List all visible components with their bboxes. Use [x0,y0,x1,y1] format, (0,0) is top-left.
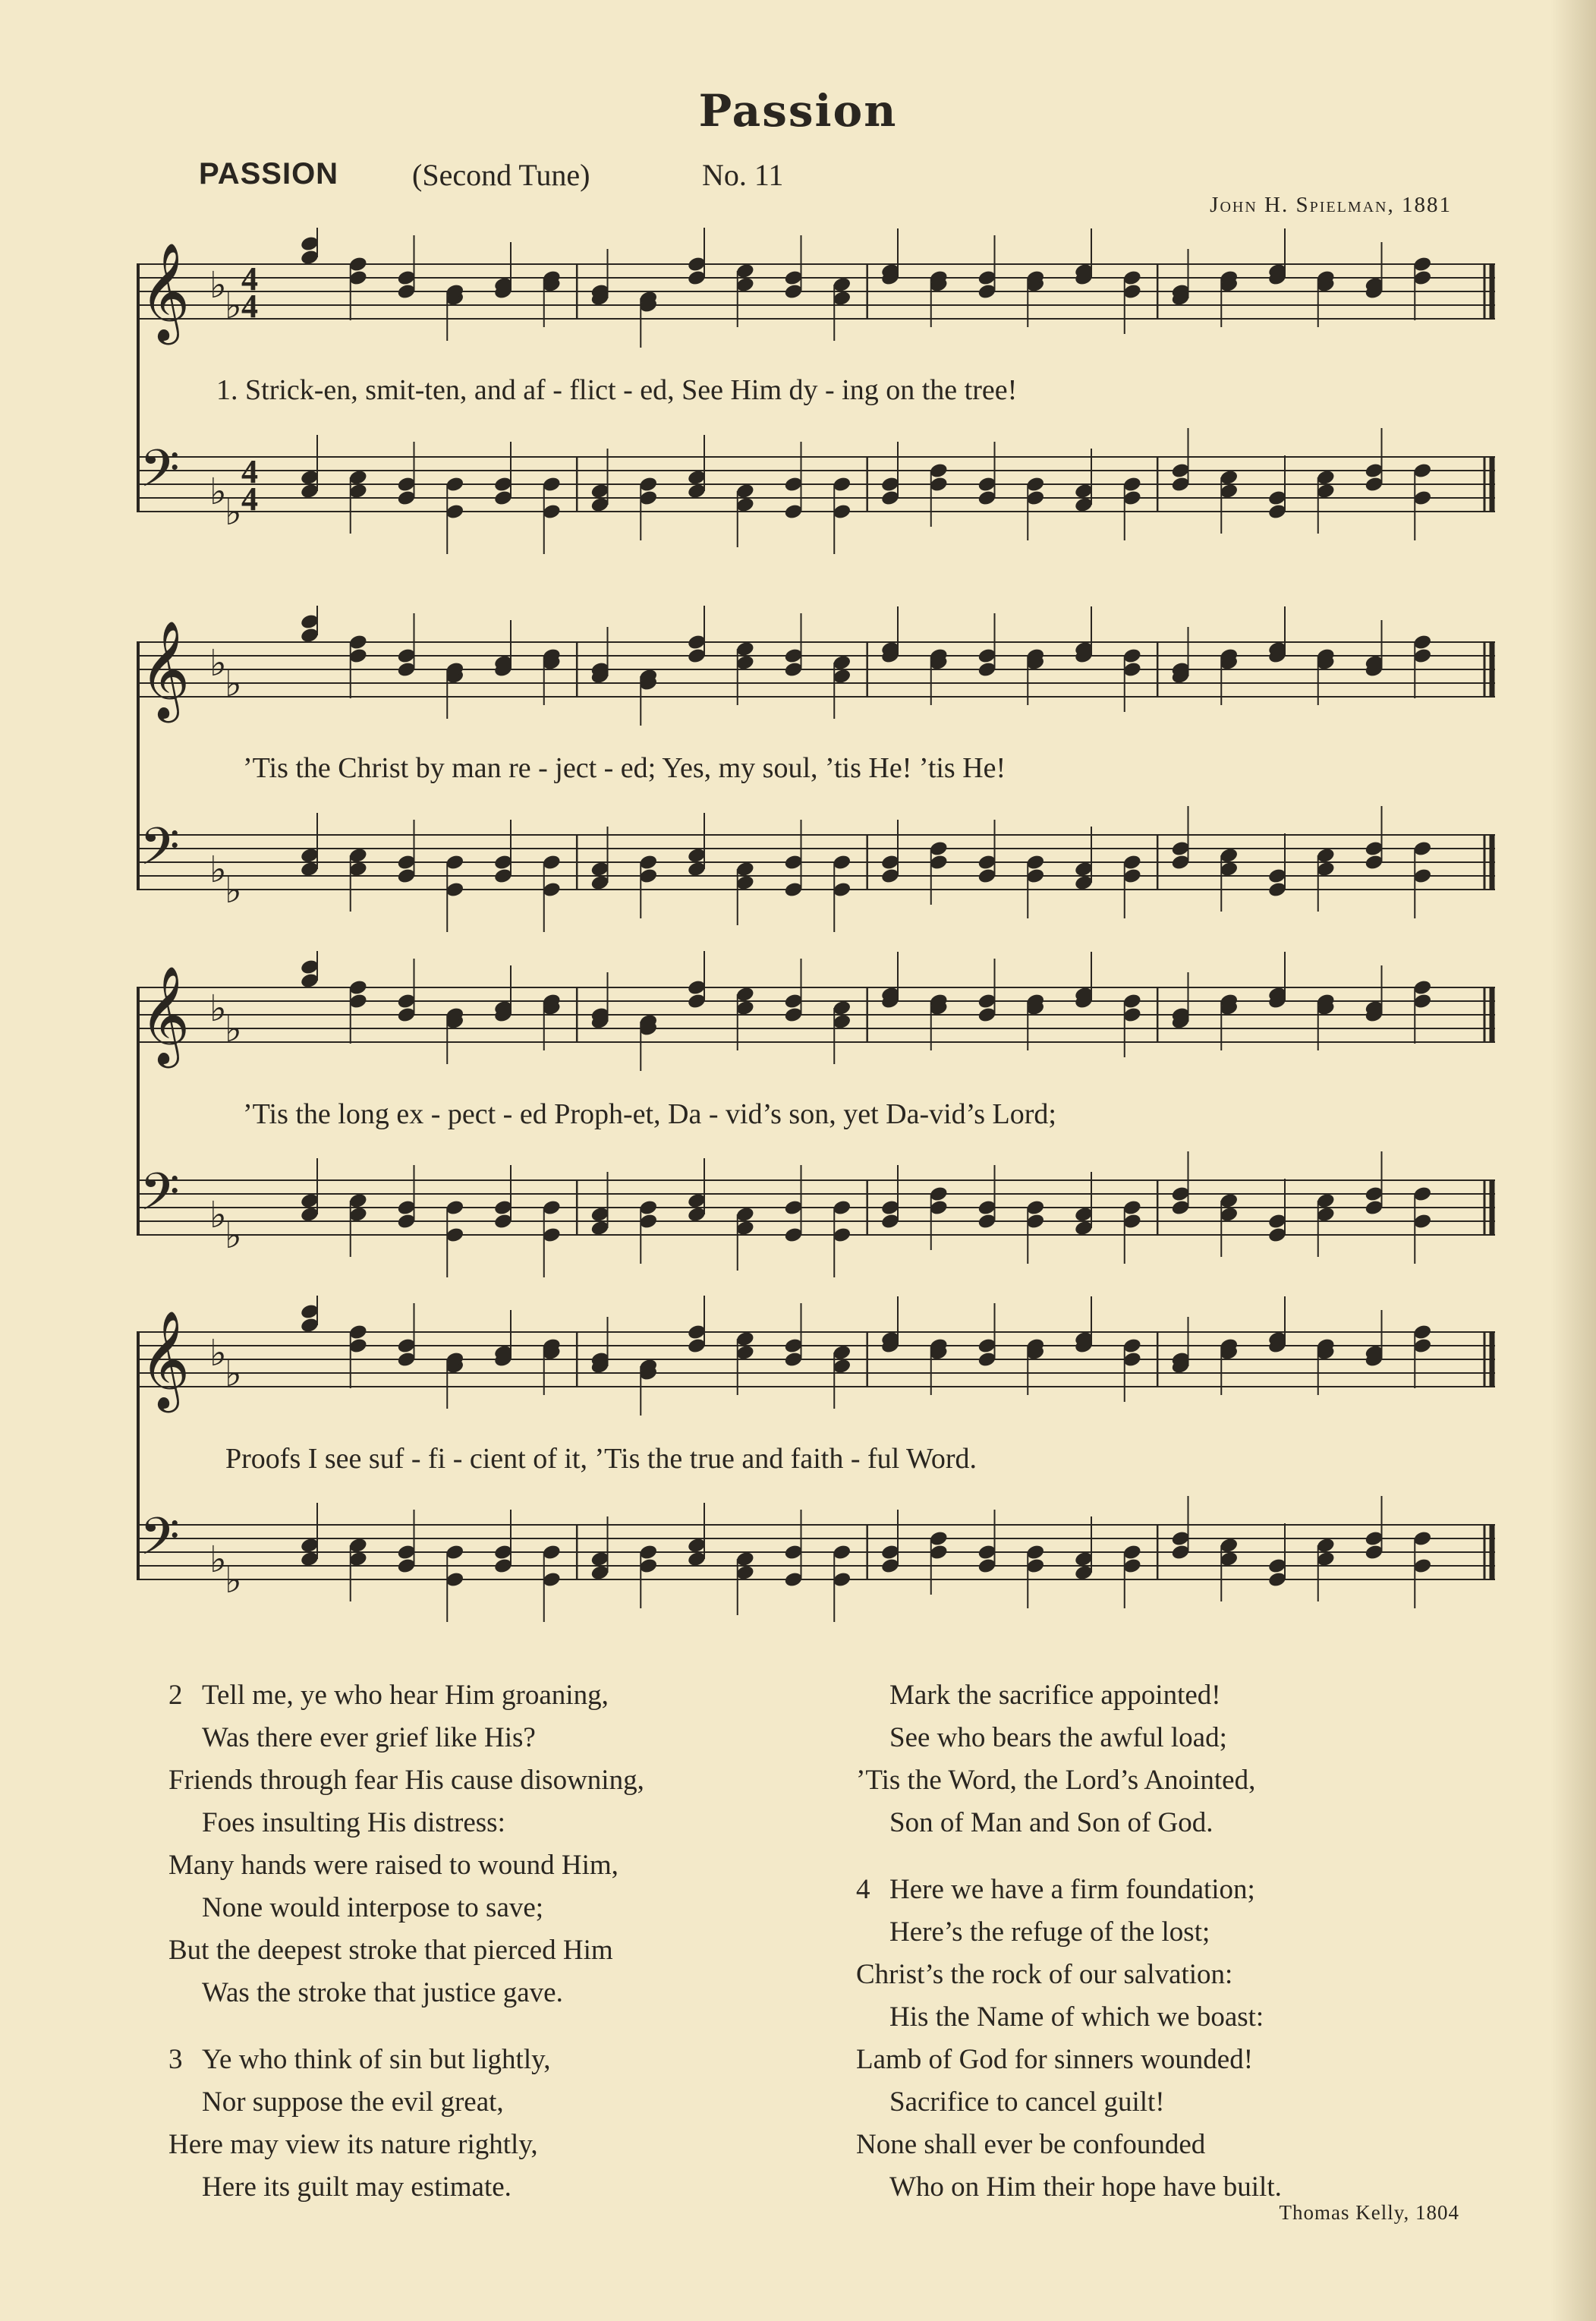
verse-line: Christ’s the rock of our salvation: [856,1959,1233,1990]
flat-sign-icon: ♭ [225,1559,242,1601]
score-svg [137,1296,1518,1675]
verse-line: None shall ever be confounded [856,2129,1206,2160]
verse-line: Nor suppose the evil great, [202,2086,504,2118]
lyric-line-1: 1. Strick-en, smit-ten, and af - flict - ed, See Him dy - ing on the tree! [216,374,1018,406]
flat-sign-icon: ♭ [209,642,227,685]
verse-line: Who on Him their hope have built. [889,2171,1282,2203]
verse-number: 2 [168,1680,183,1711]
flat-sign-icon: ♭ [209,1332,227,1375]
verse-line: Sacrifice to cancel guilt! [889,2086,1165,2118]
verses-left-column [168,1674,644,2209]
flat-sign-icon: ♭ [225,869,242,912]
verse-number: 4 [856,1874,870,1905]
verse-line: None would interpose to save; [202,1892,544,1923]
verse-line: His the Name of which we boast: [889,2001,1264,2033]
score-svg [137,228,1518,607]
treble-staff [137,228,1495,348]
flat-sign-icon: ♭ [225,1214,242,1257]
verse-line: Here’s the refuge of the lost; [889,1916,1210,1948]
verse-line: Many hands were raised to wound Him, [168,1850,619,1881]
verse-line: Foes insulting His distress: [202,1807,505,1838]
bass-staff [137,1151,1495,1277]
time-signature-icon: 4 [241,453,258,490]
page-edge-shadow [1550,0,1596,2321]
flat-sign-icon: ♭ [209,1538,227,1581]
treble-staff [137,951,1495,1071]
verse-line: See who bears the awful load; [889,1722,1227,1753]
composer-credit: John H. Spielman, 1881 [1210,193,1452,217]
verse-line: 2 Tell me, ye who hear Him groaning, [168,1674,644,1717]
flat-sign-icon: ♭ [225,1353,242,1395]
bass-staff [137,1496,1495,1622]
verse-line: Friends through fear His cause disowning, [168,1765,644,1796]
stanza-gap [168,2014,644,2039]
stanza-gap [856,1844,1282,1869]
tune-qualifier: (Second Tune) [412,158,590,192]
treble-staff [137,1296,1495,1416]
verse-line: 4 Here we have a firm foundation; [856,1869,1282,1911]
verse-line: Lamb of God for sinners wounded! [856,2044,1254,2075]
flat-sign-icon: ♭ [225,1008,242,1050]
verse-line: ’Tis the Word, the Lord’s Anointed, [856,1765,1256,1796]
flat-sign-icon: ♭ [225,663,242,705]
flat-sign-icon: ♭ [209,987,227,1030]
flat-sign-icon: ♭ [209,849,227,891]
treble-clef-icon: 𝄞 [140,965,190,1064]
text-author: Thomas Kelly, 1804 [1279,2201,1459,2224]
time-signature-icon: 4 [241,480,258,518]
treble-clef-icon: 𝄞 [140,620,190,719]
flat-sign-icon: ♭ [209,471,227,513]
verse-line: Here its guilt may estimate. [202,2171,512,2203]
score-svg [137,606,1518,985]
flat-sign-icon: ♭ [225,491,242,534]
bass-staff [137,806,1495,932]
lyric-line-2: ’Tis the Christ by man re - ject - ed; Yes, my soul, ’tis He! ’tis He! [243,752,1006,784]
verse-line: 3 Ye who think of sin but lightly, [168,2039,644,2081]
bass-clef-icon: 𝄢 [140,1163,180,1235]
flat-sign-icon: ♭ [209,1194,227,1236]
bass-clef-icon: 𝄢 [140,439,180,512]
time-signature-icon: 4 [241,288,258,325]
page-title: Passion [698,85,898,137]
bass-clef-icon: 𝄢 [140,1507,180,1579]
bass-staff [137,428,1495,554]
tune-name: PASSION [199,157,339,191]
verse-line: Mark the sacrifice appointed! [889,1680,1221,1711]
verses-right-column [856,1674,1282,2209]
verse-line: Son of Man and Son of God. [889,1807,1214,1838]
hymn-number: No. 11 [702,158,784,192]
bass-clef-icon: 𝄢 [140,817,180,890]
treble-staff [137,606,1495,726]
verse-line: Was the stroke that justice gave. [202,1977,563,2008]
treble-clef-icon: 𝄞 [140,242,190,341]
verse-number: 3 [168,2044,183,2075]
verse-line: Here may view its nature rightly, [168,2129,538,2160]
lyric-line-4: Proofs I see suf - fi - cient of it, ’Tis the true and faith - ful Word. [225,1443,977,1475]
score-svg [137,951,1518,1331]
treble-clef-icon: 𝄞 [140,1310,190,1409]
verse-line: But the deepest stroke that pierced Him [168,1935,613,1966]
lyric-line-3: ’Tis the long ex - pect - ed Proph-et, Da - vid’s son, yet Da-vid’s Lord; [243,1098,1056,1130]
verse-line: Was there ever grief like His? [202,1722,536,1753]
flat-sign-icon: ♭ [225,285,242,327]
time-signature-icon: 4 [241,260,258,298]
flat-sign-icon: ♭ [209,264,227,307]
